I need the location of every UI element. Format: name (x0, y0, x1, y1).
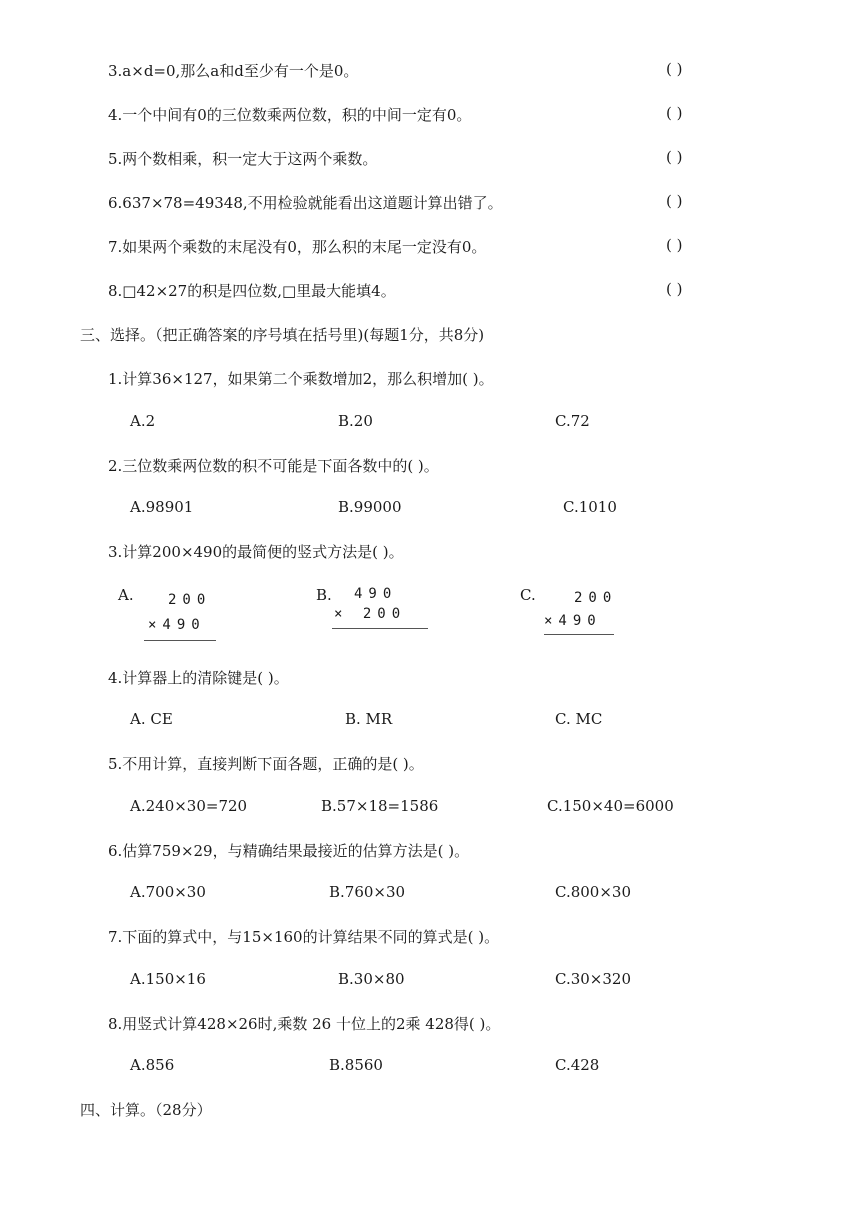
choice-4-option-b[interactable]: B. MR (345, 710, 393, 728)
choice-7-option-b[interactable]: B.30×80 (338, 970, 405, 988)
choice-2-option-c[interactable]: C.1010 (563, 498, 617, 516)
choice-6-option-c[interactable]: C.800×30 (555, 883, 631, 901)
vertical-option-a-rule (144, 640, 216, 641)
choice-question-8: 8.用竖式计算428×26时,乘数 26 十位上的2乘 428得( )。 (108, 1015, 501, 1033)
choice-question-2: 2.三位数乘两位数的积不可能是下面各数中的( )。 (108, 457, 439, 475)
judge-answer-3[interactable]: ( ) (666, 60, 683, 78)
vertical-option-c-bottom: ×490 (544, 613, 602, 629)
choice-1-option-c[interactable]: C.72 (555, 412, 590, 430)
choice-7-option-a[interactable]: A.150×16 (130, 970, 206, 988)
vertical-option-c[interactable] (520, 586, 630, 640)
choice-1-option-a[interactable]: A.2 (130, 412, 156, 430)
choice-6-option-b[interactable]: B.760×30 (329, 883, 406, 901)
vertical-option-c-rule (544, 634, 614, 635)
judge-item-5: 5.两个数相乘，积一定大于这两个乘数。 (108, 150, 378, 168)
judge-answer-6[interactable]: ( ) (666, 192, 683, 210)
choice-5-option-c[interactable]: C.150×40=6000 (547, 797, 674, 815)
vertical-option-a[interactable] (118, 586, 228, 644)
choice-8-option-c[interactable]: C.428 (555, 1056, 600, 1074)
choice-question-4: 4.计算器上的清除键是( )。 (108, 669, 289, 687)
choice-question-5: 5.不用计算，直接判断下面各题，正确的是( )。 (108, 755, 424, 773)
section-3-title: 三、选择。（把正确答案的序号填在括号里)(每题1分，共8分) (80, 326, 485, 344)
choice-question-7: 7.下面的算式中，与15×160的计算结果不同的算式是( )。 (108, 928, 500, 946)
judge-answer-7[interactable]: ( ) (666, 236, 683, 254)
vertical-option-b[interactable] (316, 586, 436, 636)
judge-item-6: 6.637×78=49348,不用检验就能看出这道题计算出错了。 (108, 194, 503, 212)
choice-2-option-a[interactable]: A.98901 (130, 498, 194, 516)
choice-question-3: 3.计算200×490的最简便的竖式方法是( )。 (108, 543, 404, 561)
choice-5-option-a[interactable]: A.240×30=720 (130, 797, 248, 815)
vertical-option-a-top: 200 (168, 592, 212, 608)
choice-6-option-a[interactable]: A.700×30 (130, 883, 206, 901)
choice-4-option-a[interactable]: A. CE (130, 710, 173, 728)
vertical-option-b-rule (332, 628, 428, 629)
vertical-option-c-top: 200 (574, 590, 618, 606)
vertical-option-b-top: 490 (354, 586, 398, 602)
vertical-option-c-label: C. (520, 586, 536, 604)
choice-4-option-c[interactable]: C. MC (555, 710, 603, 728)
judge-item-3: 3.a×d=0,那么a和d至少有一个是0。 (108, 62, 359, 80)
vertical-option-b-label: B. (316, 586, 332, 604)
vertical-option-b-bottom: × 200 (334, 606, 407, 622)
choice-7-option-c[interactable]: C.30×320 (555, 970, 631, 988)
judge-answer-5[interactable]: ( ) (666, 148, 683, 166)
vertical-option-a-label: A. (118, 586, 134, 604)
choice-8-option-b[interactable]: B.8560 (329, 1056, 383, 1074)
section-4-title: 四、计算。（28分） (80, 1101, 212, 1119)
judge-item-8: 8.□42×27的积是四位数,□里最大能填4。 (108, 282, 396, 300)
choice-5-option-b[interactable]: B.57×18=1586 (321, 797, 439, 815)
choice-question-1: 1.计算36×127，如果第二个乘数增加2，那么积增加( )。 (108, 370, 494, 388)
vertical-option-a-bottom: ×490 (148, 617, 206, 633)
choice-question-6: 6.估算759×29，与精确结果最接近的估算方法是( )。 (108, 842, 470, 860)
judge-item-4: 4.一个中间有0的三位数乘两位数，积的中间一定有0。 (108, 106, 472, 124)
choice-1-option-b[interactable]: B.20 (338, 412, 373, 430)
judge-item-7: 7.如果两个乘数的末尾没有0，那么积的末尾一定没有0。 (108, 238, 487, 256)
choice-2-option-b[interactable]: B.99000 (338, 498, 402, 516)
judge-answer-4[interactable]: ( ) (666, 104, 683, 122)
judge-answer-8[interactable]: ( ) (666, 280, 683, 298)
choice-8-option-a[interactable]: A.856 (130, 1056, 175, 1074)
